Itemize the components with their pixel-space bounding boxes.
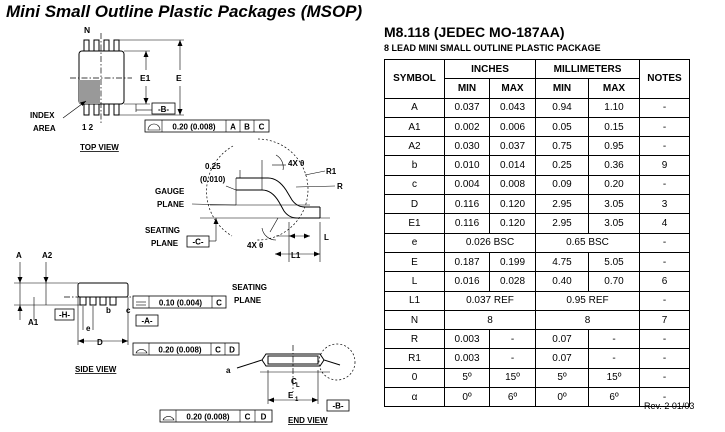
svg-text:a: a xyxy=(226,366,231,375)
notes-cell: - xyxy=(640,117,690,136)
inches-min-cell: 0.037 xyxy=(445,98,490,117)
notes-cell: 7 xyxy=(640,310,690,329)
mm-max-cell: 0.36 xyxy=(589,156,640,175)
svg-text:0.20 (0.008): 0.20 (0.008) xyxy=(172,122,216,132)
millimeters-cell: 0.65 BSC xyxy=(536,233,640,252)
dimension-table-body xyxy=(385,98,690,407)
table-row xyxy=(385,195,690,214)
symbol-header: SYMBOL xyxy=(385,60,445,99)
inches-cell: 0.026 BSC xyxy=(445,233,536,252)
svg-text:PLANE: PLANE xyxy=(157,200,185,209)
inches-max-cell: 0.008 xyxy=(490,175,536,194)
inches-min-cell: 0.030 xyxy=(445,137,490,156)
in-min-header: MIN xyxy=(445,79,490,98)
symbol-cell: R1 xyxy=(385,349,445,368)
mm-min-cell: 0.25 xyxy=(536,156,589,175)
table-row xyxy=(385,98,690,117)
svg-text:GAUGE: GAUGE xyxy=(155,187,185,196)
notes-cell: 9 xyxy=(640,156,690,175)
notes-cell: - xyxy=(640,233,690,252)
area-label: AREA xyxy=(33,124,56,133)
top-view xyxy=(30,25,269,152)
symbol-cell: R xyxy=(385,330,445,349)
symbol-cell: E1 xyxy=(385,214,445,233)
inches-max-cell: 15º xyxy=(490,368,536,387)
svg-text:-B-: -B- xyxy=(332,401,344,411)
svg-text:PLANE: PLANE xyxy=(234,296,262,305)
inches-min-cell: 0.003 xyxy=(445,330,490,349)
symbol-cell: D xyxy=(385,195,445,214)
inches-min-cell: 0.004 xyxy=(445,175,490,194)
mm-min-cell: 2.95 xyxy=(536,214,589,233)
mm-min-cell: 0.40 xyxy=(536,272,589,291)
top-tolerance-frame xyxy=(145,120,269,132)
notes-cell: - xyxy=(640,388,690,407)
symbol-cell: 0 xyxy=(385,368,445,387)
svg-text:0.25: 0.25 xyxy=(205,162,221,171)
notes-cell: - xyxy=(640,349,690,368)
svg-text:C: C xyxy=(215,345,221,355)
inches-min-cell: 0º xyxy=(445,388,490,407)
svg-text:SEATING: SEATING xyxy=(232,283,267,292)
millimeters-header: MILLIMETERS xyxy=(536,60,640,79)
inches-max-cell: 0.006 xyxy=(490,117,536,136)
svg-text:4X θ: 4X θ xyxy=(288,159,305,168)
end-view xyxy=(160,344,355,425)
svg-text:C: C xyxy=(291,377,297,386)
svg-text:A2: A2 xyxy=(42,251,53,260)
svg-text:SEATING: SEATING xyxy=(145,226,180,235)
table-row xyxy=(385,214,690,233)
inches-min-cell: 0.116 xyxy=(445,195,490,214)
svg-text:-C-: -C- xyxy=(192,237,204,247)
table-row xyxy=(385,272,690,291)
svg-text:A: A xyxy=(16,251,22,260)
table-row xyxy=(385,291,690,310)
in-max-header: MAX xyxy=(490,79,536,98)
table-row xyxy=(385,156,690,175)
pin xyxy=(114,40,119,51)
inches-max-cell: 0.014 xyxy=(490,156,536,175)
table-row xyxy=(385,330,690,349)
mm-min-cell: 0.09 xyxy=(536,175,589,194)
mm-min-cell: 2.95 xyxy=(536,195,589,214)
table-row xyxy=(385,310,690,329)
pin xyxy=(84,40,89,51)
mm-min-cell: 0.75 xyxy=(536,137,589,156)
mm-max-header: MAX xyxy=(589,79,640,98)
svg-text:-H-: -H- xyxy=(58,310,71,320)
inches-max-cell: - xyxy=(490,330,536,349)
table-row xyxy=(385,368,690,387)
dimension-table xyxy=(384,59,690,407)
side-body xyxy=(78,283,128,297)
mm-min-cell: 0.94 xyxy=(536,98,589,117)
mm-min-cell: 0.07 xyxy=(536,349,589,368)
notes-cell: 6 xyxy=(640,272,690,291)
inches-cell: 0.037 REF xyxy=(445,291,536,310)
package-title: M8.118 (JEDEC MO-187AA) xyxy=(384,24,565,40)
mm-max-cell: 3.05 xyxy=(589,195,640,214)
inches-max-cell: 0.120 xyxy=(490,195,536,214)
mm-max-cell: 0.20 xyxy=(589,175,640,194)
symbol-cell: N xyxy=(385,310,445,329)
svg-text:4X θ: 4X θ xyxy=(247,241,264,250)
svg-text:D: D xyxy=(260,412,267,422)
mm-min-header: MIN xyxy=(536,79,589,98)
notes-cell: 4 xyxy=(640,214,690,233)
inches-min-cell: 5º xyxy=(445,368,490,387)
svg-text:0.20 (0.008): 0.20 (0.008) xyxy=(186,412,230,422)
notes-cell: - xyxy=(640,291,690,310)
millimeters-cell: 8 xyxy=(536,310,640,329)
svg-text:(0.010): (0.010) xyxy=(200,175,226,184)
mm-max-cell: 1.10 xyxy=(589,98,640,117)
mm-min-cell: 4.75 xyxy=(536,252,589,271)
svg-text:C: C xyxy=(244,412,251,422)
symbol-cell: α xyxy=(385,388,445,407)
pin xyxy=(94,104,99,115)
table-row xyxy=(385,175,690,194)
notes-cell: - xyxy=(640,175,690,194)
symbol-cell: A2 xyxy=(385,137,445,156)
inches-min-cell: 0.010 xyxy=(445,156,490,175)
inches-min-cell: 0.187 xyxy=(445,252,490,271)
mm-max-cell: - xyxy=(589,349,640,368)
page-title: Mini Small Outline Plastic Packages (MSOP) xyxy=(6,2,363,21)
inches-max-cell: 6º xyxy=(490,388,536,407)
symbol-cell: L xyxy=(385,272,445,291)
symbol-cell: c xyxy=(385,175,445,194)
svg-text:1: 1 xyxy=(295,397,299,403)
inches-header: INCHES xyxy=(445,60,536,79)
table-row xyxy=(385,252,690,271)
notes-cell: 3 xyxy=(640,195,690,214)
symbol-cell: E xyxy=(385,252,445,271)
inches-max-cell: 0.037 xyxy=(490,137,536,156)
inches-min-cell: 0.016 xyxy=(445,272,490,291)
symbol-cell: A xyxy=(385,98,445,117)
table-row xyxy=(385,137,690,156)
mm-max-cell: 6º xyxy=(589,388,640,407)
mm-max-cell: 15º xyxy=(589,368,640,387)
svg-text:0.20 (0.008): 0.20 (0.008) xyxy=(158,345,202,355)
pin xyxy=(114,104,119,115)
e-label: E xyxy=(176,73,182,83)
top-view-label: TOP VIEW xyxy=(80,143,119,152)
svg-text:R: R xyxy=(337,182,343,191)
svg-text:B: B xyxy=(244,122,250,132)
svg-text:c: c xyxy=(126,306,131,315)
e1-label: E1 xyxy=(140,73,151,83)
inches-min-cell: 0.002 xyxy=(445,117,490,136)
notes-cell: - xyxy=(640,368,690,387)
inches-cell: 8 xyxy=(445,310,536,329)
mm-min-cell: 0.05 xyxy=(536,117,589,136)
svg-text:C: C xyxy=(216,298,222,308)
svg-text:D: D xyxy=(97,338,103,347)
mm-min-cell: 0º xyxy=(536,388,589,407)
mm-max-cell: 5.05 xyxy=(589,252,640,271)
side-view-label: SIDE VIEW xyxy=(75,365,117,374)
n-label: N xyxy=(84,25,91,35)
mm-max-cell: 0.15 xyxy=(589,117,640,136)
notes-cell: - xyxy=(640,98,690,117)
lead-detail xyxy=(145,139,343,262)
notes-cell: - xyxy=(640,137,690,156)
symbol-cell: e xyxy=(385,233,445,252)
svg-text:e: e xyxy=(86,324,91,333)
mm-min-cell: 5º xyxy=(536,368,589,387)
inches-max-cell: 0.043 xyxy=(490,98,536,117)
pin xyxy=(94,40,99,51)
svg-text:A1: A1 xyxy=(28,318,39,327)
symbol-cell: b xyxy=(385,156,445,175)
pin xyxy=(84,104,89,115)
mm-max-cell: - xyxy=(589,330,640,349)
pin xyxy=(104,40,109,51)
index-area-shade xyxy=(79,80,100,104)
mm-max-cell: 0.70 xyxy=(589,272,640,291)
svg-text:R1: R1 xyxy=(326,167,337,176)
svg-text:PLANE: PLANE xyxy=(151,239,179,248)
table-row xyxy=(385,117,690,136)
table-row xyxy=(385,349,690,368)
index-label: INDEX xyxy=(30,111,55,120)
svg-text:L: L xyxy=(296,383,300,389)
inches-min-cell: 0.116 xyxy=(445,214,490,233)
inches-min-cell: 0.003 xyxy=(445,349,490,368)
svg-text:0.10 (0.004): 0.10 (0.004) xyxy=(158,298,203,308)
symbol-cell: L1 xyxy=(385,291,445,310)
mm-min-cell: 0.07 xyxy=(536,330,589,349)
table-row xyxy=(385,233,690,252)
package-subtitle: 8 LEAD MINI SMALL OUTLINE PLASTIC PACKAGE xyxy=(384,43,601,53)
svg-text:A: A xyxy=(230,122,236,132)
inches-max-cell: 0.028 xyxy=(490,272,536,291)
notes-header: NOTES xyxy=(640,60,690,99)
mm-max-cell: 0.95 xyxy=(589,137,640,156)
svg-text:E: E xyxy=(288,391,294,400)
svg-text:L: L xyxy=(324,233,329,242)
svg-text:b: b xyxy=(106,306,111,315)
inches-max-cell: - xyxy=(490,349,536,368)
millimeters-cell: 0.95 REF xyxy=(536,291,640,310)
pin xyxy=(104,104,109,115)
inches-max-cell: 0.120 xyxy=(490,214,536,233)
datum-b: -B- xyxy=(157,105,170,114)
end-view-label: END VIEW xyxy=(288,416,328,425)
svg-text:C: C xyxy=(258,122,265,132)
inches-max-cell: 0.199 xyxy=(490,252,536,271)
pin-numbers: 1 2 xyxy=(82,123,94,132)
svg-text:-A-: -A- xyxy=(141,316,153,326)
symbol-cell: A1 xyxy=(385,117,445,136)
notes-cell: - xyxy=(640,252,690,271)
mm-max-cell: 3.05 xyxy=(589,214,640,233)
svg-text:D: D xyxy=(229,345,235,355)
revision-label: Rev. 2 01/03 xyxy=(644,401,695,411)
side-view xyxy=(14,251,267,374)
notes-cell: - xyxy=(640,330,690,349)
svg-text:L1: L1 xyxy=(291,251,301,260)
